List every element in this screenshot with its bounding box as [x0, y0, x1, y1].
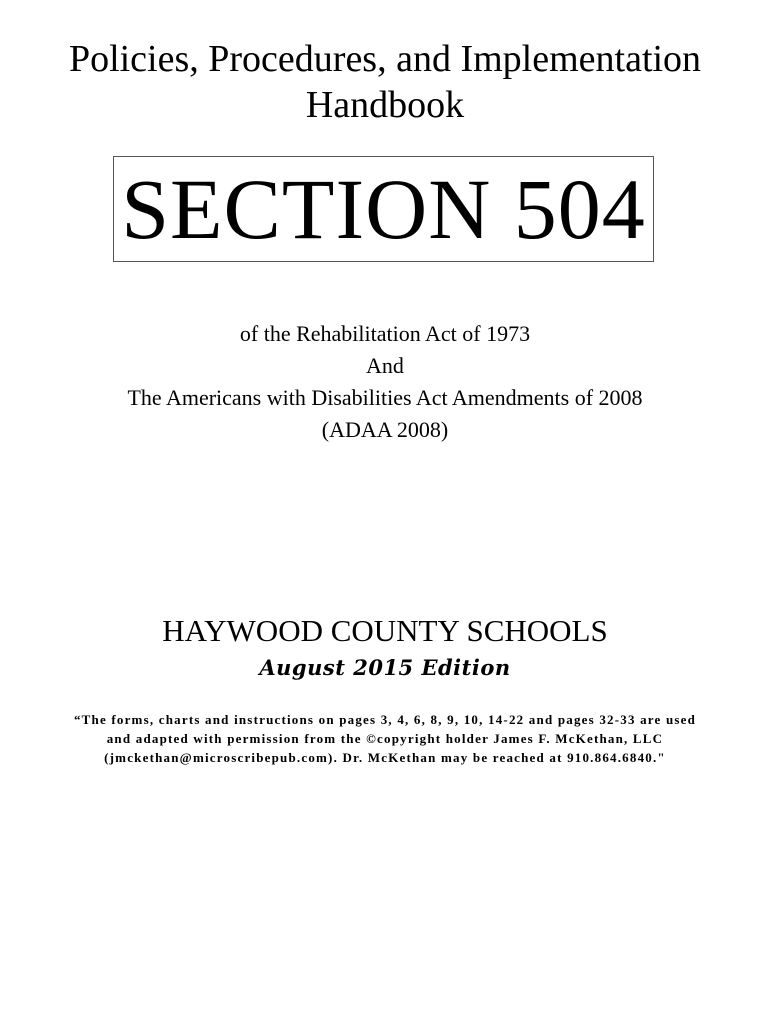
credit-line: “The forms, charts and instructions on pages 3, 4, 6, 8, 9, 10, 14-22 and pages 32-33 are used: [73, 712, 697, 727]
subtitle-line: (ADAA 2008): [321, 417, 449, 442]
handbook-title: [0, 36, 770, 128]
title-line-1: Policies, Procedures, and Implementation: [68, 38, 702, 80]
subtitle-line: The Americans with Disabilities Act Amendments of 2008: [127, 385, 643, 410]
district-name: HAYWOOD COUNTY SCHOOLS: [162, 613, 608, 648]
edition-label: August 2015 Edition: [259, 655, 511, 680]
section-heading: SECTION 504: [121, 161, 646, 257]
subtitle-line: And: [366, 353, 404, 378]
act-subtitle: [0, 318, 770, 446]
section-heading-box: [113, 156, 654, 262]
subtitle-line: of the Rehabilitation Act of 1973: [239, 321, 531, 346]
credit-line: (jmckethan@microscribepub.com). Dr. McKethan may be reached at 910.864.6840.": [104, 750, 666, 765]
credit-line: and adapted with permission from the ©copyright holder James F. McKethan, LLC: [106, 731, 664, 746]
copyright-credit: [30, 710, 740, 767]
title-line-2: Handbook: [305, 84, 465, 126]
